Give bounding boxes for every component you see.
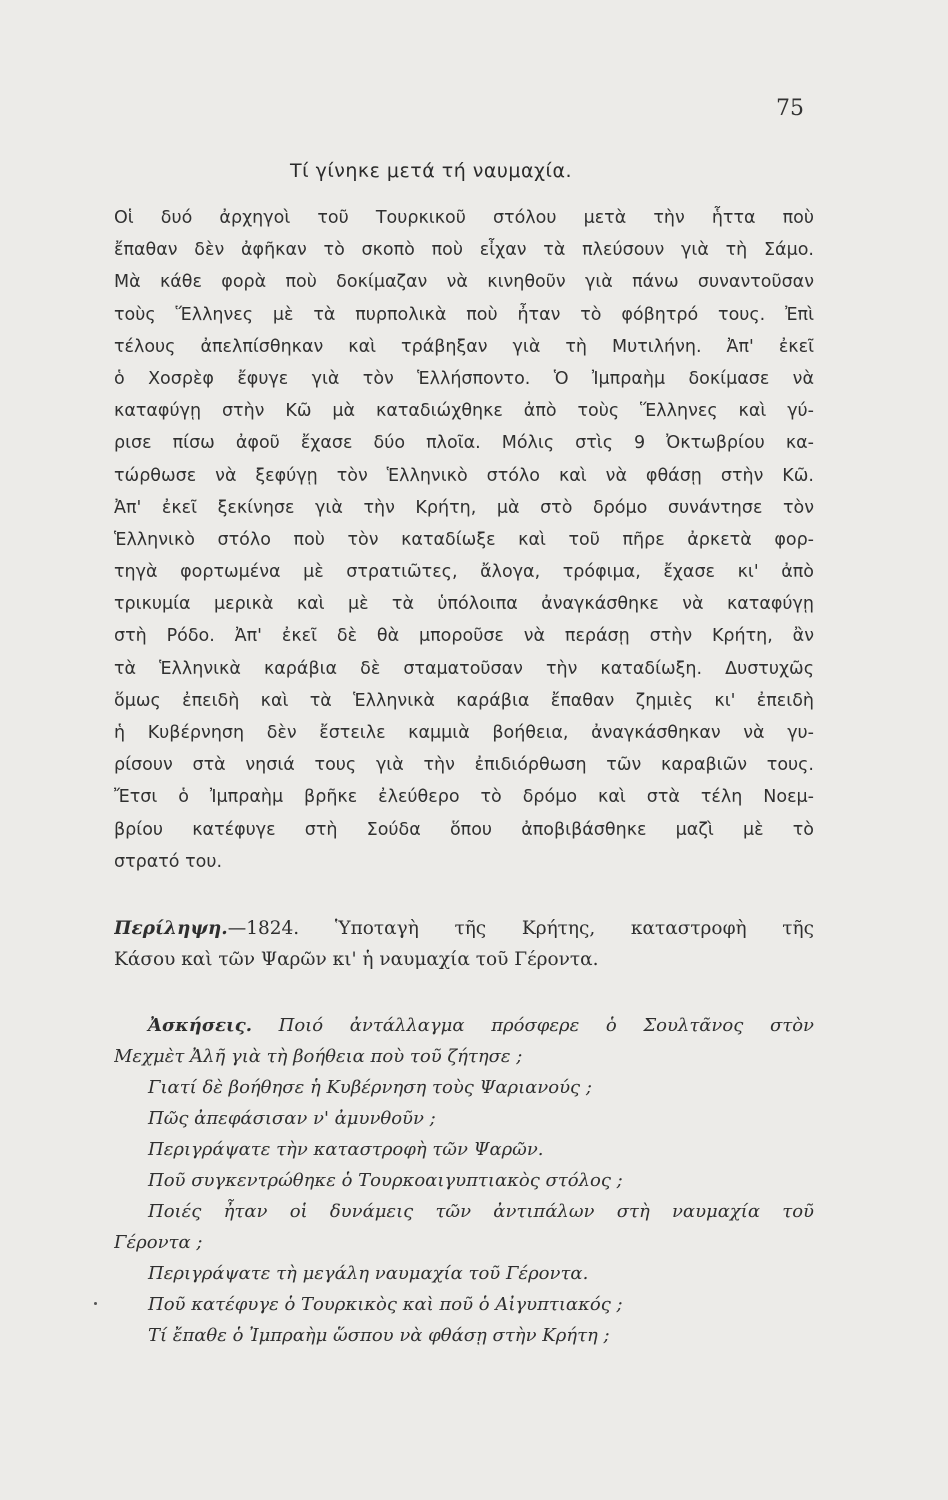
body-line: Ἀπ' ἐκεῖ ξεκίνησε γιὰ τὴν Κρήτη, μὰ στὸ δρόμο συνάντησε τὸν (114, 497, 814, 518)
body-line: τώρθωσε νὰ ξεφύγῃ τὸν Ἑλληνικὸ στόλο καὶ νὰ φθάσῃ στὴν Κῶ. (114, 465, 814, 486)
body-line: τέλους ἀπελπίσθηκαν καὶ τράβηξαν γιὰ τὴ Μυτιλήνη. Ἀπ' ἐκεῖ (114, 336, 814, 357)
exercise-line (114, 1010, 814, 1041)
exercise-question: Ποιές ἦταν οἱ δυνάμεις τῶν ἀντιπάλων στὴ ναυμαχία τοῦ (148, 1201, 814, 1222)
body-line: Ἔτσι ὁ Ἰμπραὴμ βρῆκε ἐλεύθερο τὸ δρόμο καὶ στὰ τέλη Νοεμ- (114, 787, 814, 808)
exercise-question: Ποιό ἀντάλλαγμα πρόσφερε ὁ Σουλτᾶνος στὸν (278, 1015, 814, 1036)
body-line: Οἱ δυό ἀρχηγοὶ τοῦ Τουρκικοῦ στόλου μετὰ τὴν ἧττα ποὺ (114, 208, 814, 228)
exercise-question: Περιγράψατε τὴ μεγάλη ναυμαχία τοῦ Γέροντα. (148, 1263, 589, 1284)
body-line: ρίσουν στὰ νησιά τους γιὰ τὴν ἐπιδιόρθωση τῶν καραβιῶν τους. (114, 755, 814, 776)
print-speck (94, 1302, 97, 1305)
summary-text: —1824. Ὑποταγὴ τῆς Κρήτης, καταστροφὴ τῆς (227, 918, 814, 939)
body-line: τοὺς Ἕλληνες μὲ τὰ πυρπολικὰ ποὺ ἦταν τὸ φόβητρό τους. Ἐπὶ (114, 304, 814, 325)
body-line: καταφύγῃ στὴν Κῶ μὰ καταδιώχθηκε ἀπὸ τοὺς Ἕλληνες καὶ γύ- (114, 401, 814, 422)
exercise-line: Μεχμὲτ Ἀλῆ γιὰ τὴ βοήθεια ποὺ τοῦ ζήτησε ; (114, 1046, 523, 1067)
body-line: ἔπαθαν δὲν ἀφῆκαν τὸ σκοπὸ ποὺ εἶχαν τὰ πλεύσουν γιὰ τὴ Σάμο. (114, 240, 814, 261)
body-line: ρισε πίσω ἀφοῦ ἔχασε δύο πλοῖα. Μόλις στὶς 9 Ὀκτωβρίου κα- (114, 433, 814, 454)
summary-heading: Περίληψη. (114, 918, 228, 939)
exercise-line: Γέροντα ; (114, 1232, 203, 1253)
exercise-question: Τί ἔπαθε ὁ Ἰμπραὴμ ὥσπου νὰ φθάσῃ στὴν Κρήτη ; (148, 1325, 610, 1346)
exercises-section (114, 1010, 814, 1351)
exercise-question: Πῶς ἀπεφάσισαν ν' ἀμυνθοῦν ; (148, 1108, 436, 1129)
body-line: τὰ Ἑλληνικὰ καράβια δὲ σταματοῦσαν τὴν καταδίωξη. Δυστυχῶς (114, 658, 814, 679)
body-line: στρατό του. (114, 851, 223, 872)
chapter-title: Τί γίνηκε μετά τή ναυμαχία. (290, 160, 573, 182)
exercise-question: Ποῦ συγκεντρώθηκε ὁ Τουρκοαιγυπτιακὸς στόλος ; (148, 1170, 623, 1191)
exercise-question: Περιγράψατε τὴν καταστροφὴ τῶν Ψαρῶν. (148, 1139, 544, 1160)
page-number: 75 (776, 96, 804, 121)
summary-line (114, 912, 814, 943)
body-line: ὅμως ἐπειδὴ καὶ τὰ Ἑλληνικὰ καράβια ἔπαθαν ζημιὲς κι' ἐπειδὴ (114, 690, 814, 711)
body-line: στὴ Ρόδο. Ἀπ' ἐκεῖ δὲ θὰ μποροῦσε νὰ περάσῃ στὴν Κρήτη, ἂν (114, 626, 814, 647)
body-line: τρικυμία μερικὰ καὶ μὲ τὰ ὑπόλοιπα ἀναγκάσθηκε νὰ καταφύγῃ (114, 594, 814, 615)
body-line: ἡ Κυβέρνηση δὲν ἔστειλε καμμιὰ βοήθεια, ἀναγκάσθηκαν νὰ γυ- (114, 723, 814, 743)
exercise-question: Γιατί δὲ βοήθησε ἡ Κυβέρνηση τοὺς Ψαριανούς ; (148, 1077, 592, 1098)
summary-line: Κάσου καὶ τῶν Ψαρῶν κι' ἡ ναυμαχία τοῦ Γέροντα. (114, 949, 599, 970)
body-text (114, 202, 814, 878)
exercise-question: Ποῦ κατέφυγε ὁ Τουρκικὸς καὶ ποῦ ὁ Αἰγυπτιακός ; (148, 1294, 623, 1315)
summary-section (114, 912, 814, 974)
body-line: Μὰ κάθε φορὰ ποὺ δοκίμαζαν νὰ κινηθοῦν γιὰ πάνω συναντοῦσαν (114, 272, 814, 293)
body-line: Ἑλληνικὸ στόλο ποὺ τὸν καταδίωξε καὶ τοῦ πῆρε ἀρκετὰ φορ- (114, 529, 814, 550)
body-line: ὁ Χοσρὲφ ἔφυγε γιὰ τὸν Ἑλλήσποντο. Ὁ Ἰμπραὴμ δοκίμασε νὰ (114, 368, 814, 389)
body-line: βρίου κατέφυγε στὴ Σούδα ὅπου ἀποβιβάσθηκε μαζὶ μὲ τὸ (114, 819, 814, 840)
exercises-heading: Ἀσκήσεις. (148, 1015, 252, 1036)
body-line: τηγὰ φορτωμένα μὲ στρατιῶτες, ἄλογα, τρόφιμα, ἔχασε κι' ἀπὸ (114, 562, 814, 583)
